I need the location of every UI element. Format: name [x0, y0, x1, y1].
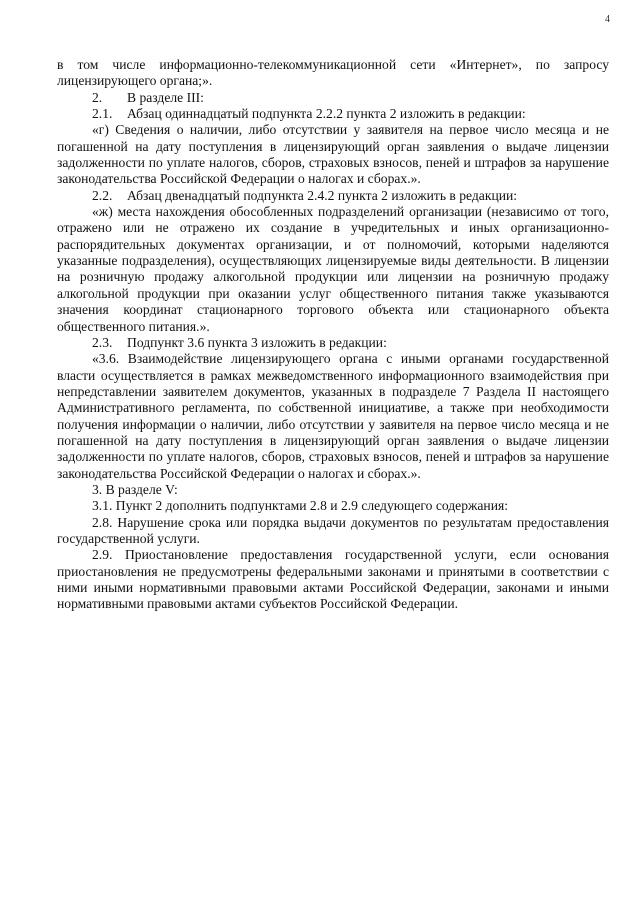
paragraph: «3.6. Взаимодействие лицензирующего органа с иными органами государственной власти осуществляется в рамках межведомственного информационного взаимодействия при непредставлении заявителем документов, указанных в подразделе 7 Раздела II настоящего Административного регламента, по собственной инициативе, а также при необходимости получения информации о наличии, либо отсутствии у заявителя на первое число месяца и не погашенной на дату поступления в лицензирующий орган заявления о выдаче лицензии задолженности по уплате налогов, сборов, страховых взносов, пеней и штрафов за нарушение законодательства Российской Федерации о налогах и сборах.». [57, 351, 609, 481]
paragraph-text: В разделе III: [127, 89, 204, 105]
item-number: 2.1. [92, 106, 113, 122]
paragraph: 3.1. Пункт 2 дополнить подпунктами 2.8 и 2.9 следующего содержания: [92, 498, 509, 514]
paragraph [57, 335, 609, 351]
paragraph-text: Подпункт 3.6 пункта 3 изложить в редакции: [127, 334, 387, 350]
paragraph-text: Абзац одиннадцатый подпункта 2.2.2 пункта 2 изложить в редакции: [127, 106, 526, 122]
paragraph [57, 188, 609, 204]
paragraph: в том числе информационно-телекоммуникационной сети «Интернет», по запросу лицензирующего органа;». [57, 57, 609, 89]
paragraph [57, 90, 609, 106]
document-body [57, 57, 609, 613]
item-number: 2.2. [92, 187, 113, 203]
paragraph: 3. В разделе V: [92, 481, 178, 497]
paragraph [57, 106, 609, 122]
paragraph: 2.8. Нарушение срока или порядка выдачи документов по результатам предоставления государственной услуги. [57, 514, 609, 546]
paragraph: 2.9. Приостановление предоставления государственной услуги, если основания приостановления не предусмотрены федеральными законами и принятыми в соответствии с ними иными нормативными правовыми актами Российской Федерации, законами и иными нормативными правовыми актами субъектов Российской Федерации. [57, 547, 609, 612]
paragraph-text: Абзац двенадцатый подпункта 2.4.2 пункта 2 изложить в редакции: [127, 187, 518, 203]
paragraph: «ж) места нахождения обособленных подразделений организации (независимо от того, отражено или не отражено их создание в учредительных и иных организационно-распорядительных документах организации, и от полномочий, которыми наделяются указанные подразделения), осуществляющих лицензируемые виды деятельности. В лицензии на розничную продажу алкогольной продукции или лицензии на розничную продажу алкогольной продукции при оказании услуг общественного питания также указываются значения координат стационарного торгового объекта или стационарного объекта общественного питания.». [57, 204, 609, 334]
item-number: 2. [92, 89, 103, 105]
page-number: 4 [605, 14, 610, 25]
paragraph: «г) Сведения о наличии, либо отсутствии у заявителя на первое число месяца и не погашенной на дату поступления в лицензирующий орган заявления о выдаче лицензии задолженности по уплате налогов, сборов, страховых взносов, пеней и штрафов за нарушение законодательства Российской Федерации о налогах и сборах.». [57, 122, 609, 187]
item-number: 2.3. [92, 334, 113, 350]
